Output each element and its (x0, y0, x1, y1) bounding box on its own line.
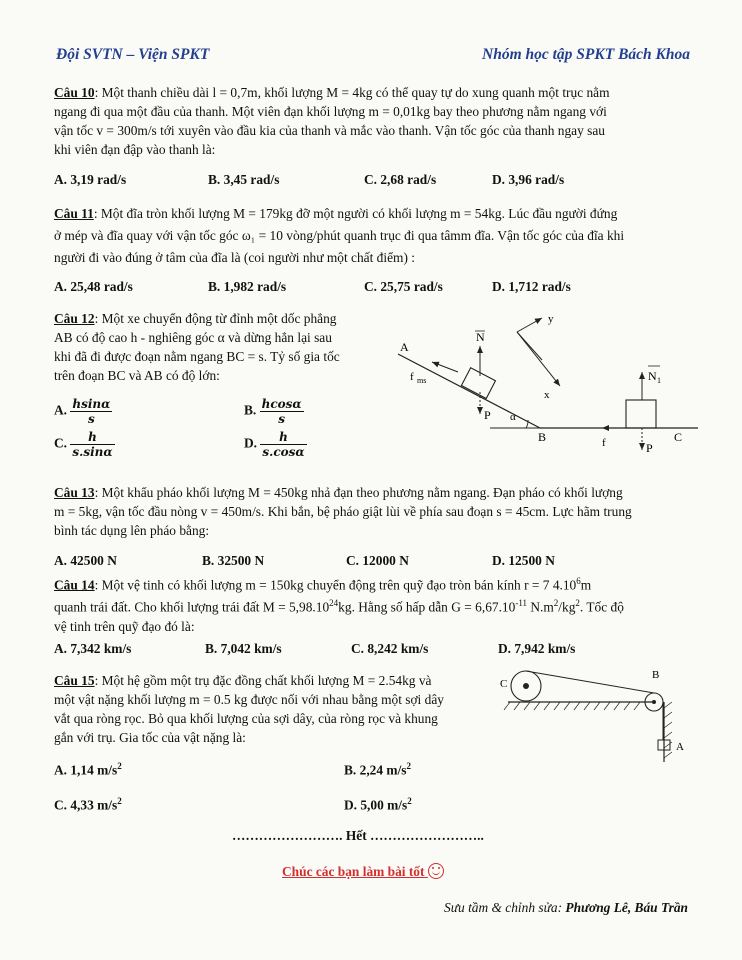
svg-text:C: C (500, 678, 508, 690)
closing-wish: Chúc các bạn làm bài tốt (282, 863, 444, 880)
q11-option-d[interactable]: D. 1,712 rad/s (492, 279, 571, 294)
smiley-icon (428, 863, 444, 879)
question-label: Câu 10 (54, 85, 95, 100)
incline-diagram (380, 306, 710, 466)
q13-option-a[interactable]: A. 42500 N (54, 553, 117, 568)
credit: Sưu tầm & chỉnh sửa: Phương Lê, Báu Trần (444, 900, 688, 915)
q15-option-b[interactable]: B. 2,24 $m/s^2$ (344, 761, 411, 778)
q10-option-a[interactable]: A. 3,19 rad/s (54, 172, 127, 187)
q14-option-d[interactable]: D. 7,942 km/s (498, 641, 576, 656)
q11-option-c[interactable]: C. 25,75 rad/s (364, 279, 443, 294)
pulley-diagram (496, 664, 696, 764)
question-12: Câu 12: Một xe chuyển động từ đỉnh một dốc phẳng AB có độ cao h - nghiêng góc α và dừng hẳn lại sau khi đã đi được đoạn nằm ngang BC = s. Tỷ số gia tốc trên đoạn BC và AB có độ lớn: (54, 311, 340, 383)
q12-option-b[interactable]: B. $\frac{hcos\alpha}{s}$ (244, 397, 302, 426)
label-N: N (476, 330, 485, 344)
q13-option-d[interactable]: D. 12500 N (492, 553, 555, 568)
q15-option-a[interactable]: A. 1,14 $m/s^2$ (54, 761, 122, 778)
end-marker: ……………………. Hết …………………….. (232, 828, 484, 843)
question-13: Câu 13: Một khẩu pháo khối lượng M = 450kg nhả đạn theo phương nằm ngang. Đạn pháo có khối lượng m = 5kg, vận tốc đầu nòng v = 450m/s. Khi bắn, bệ pháo giật lùi về phía sau đoạn s = 45cm. Lực hãm trung bình tác dụng lên pháo bằng: (54, 485, 632, 538)
svg-text:B: B (538, 430, 547, 444)
q12-option-c[interactable]: C. $\frac{h}{s.\sin\alpha}$ (54, 430, 113, 459)
svg-text:y: y (548, 313, 554, 325)
q14-option-a[interactable]: A. 7,342 km/s (54, 641, 132, 656)
q15-option-c[interactable]: C. 4,33 $m/s^2$ (54, 796, 122, 813)
svg-text:N: N (648, 369, 657, 383)
question-14: Câu 14: Một vệ tinh có khối lượng m = 150kg chuyển động trên quỹ đạo tròn bán kính r = 7 4.10$^6$m quanh trái đất. Cho khối lượng trái đất $M = 5,98.10^{24}kg$. Hằng số hấp dẫn $G = 6,67.10^{-11}$ $N.m^2/kg^2$. Tốc độ vệ tinh trên quỹ đạo đó là: (54, 576, 624, 634)
q15-option-d[interactable]: D. 5,00 $m/s^2$ (344, 796, 412, 813)
question-15: Câu 15: Một hệ gồm một trụ đặc đồng chất khối lượng M = 2.54kg và một vật nặng khối lượng m = 0.5 kg được nối với nhau bằng một sợi dây vắt qua ròng rọc. Bỏ qua khối lượng của sợi dây, của ròng rọc và khung gắn với trụ. Gia tốc của vật nặng là: (54, 673, 444, 745)
svg-text:B: B (652, 669, 660, 681)
label-P1: P (484, 408, 491, 422)
svg-text:A: A (676, 741, 684, 753)
question-11: Câu 11: Một đĩa tròn khối lượng M = 179kg đỡ một người có khối lượng m = 54kg. Lúc đầu người đứng ở mép và đĩa quay với vận tốc góc ω₁ = 10 vòng/phút quanh trục đi qua tâmm đĩa. Vận tốc góc của đĩa khi người đi vào đúng ở tâm của đĩa là (coi người như một chất điểm) : (54, 206, 625, 265)
svg-text:f: f (410, 371, 414, 383)
question-10: Câu 10: Một thanh chiều dài l = 0,7m, khối lượng M = 4kg có thể quay tự do xung quanh một trục nằm ngang đi qua một đầu của thanh. Một viên đạn khối lượng m = 0,01kg bay theo phương nằm ngang với vận tốc v = 300m/s tới xuyên vào đầu kia của thanh và mắc vào thanh. Vận tốc góc của thanh ngay sau khi viên đạn đập vào thanh là: (54, 85, 610, 157)
q12-option-d[interactable]: D. $\frac{h}{s.\cos\alpha}$ (244, 430, 305, 459)
svg-text:A: A (400, 340, 409, 354)
q14-option-c[interactable]: C. 8,242 km/s (351, 641, 429, 656)
svg-text:f: f (602, 437, 606, 449)
svg-text:α: α (510, 411, 516, 423)
svg-text:P: P (646, 441, 653, 455)
q12-option-a[interactable]: A. $\frac{hsin\alpha}{s}$ (54, 397, 111, 426)
header-right: Nhóm học tập SPKT Bách Khoa (482, 46, 690, 63)
header-left: Đội SVTN – Viện SPKT (56, 46, 210, 63)
q14-option-b[interactable]: B. 7,042 km/s (205, 641, 282, 656)
svg-text:1: 1 (657, 376, 661, 385)
q13-option-b[interactable]: B. 32500 N (202, 553, 265, 568)
svg-text:C: C (674, 430, 683, 444)
svg-text:ms: ms (417, 376, 427, 385)
q10-option-b[interactable]: B. 3,45 rad/s (208, 172, 280, 187)
q13-option-c[interactable]: C. 12000 N (346, 553, 409, 568)
svg-text:x: x (544, 389, 550, 401)
q11-option-b[interactable]: B. 1,982 rad/s (208, 279, 287, 294)
q10-option-c[interactable]: C. 2,68 rad/s (364, 172, 437, 187)
q11-option-a[interactable]: A. 25,48 rad/s (54, 279, 133, 294)
q10-option-d[interactable]: D. 3,96 rad/s (492, 172, 565, 187)
